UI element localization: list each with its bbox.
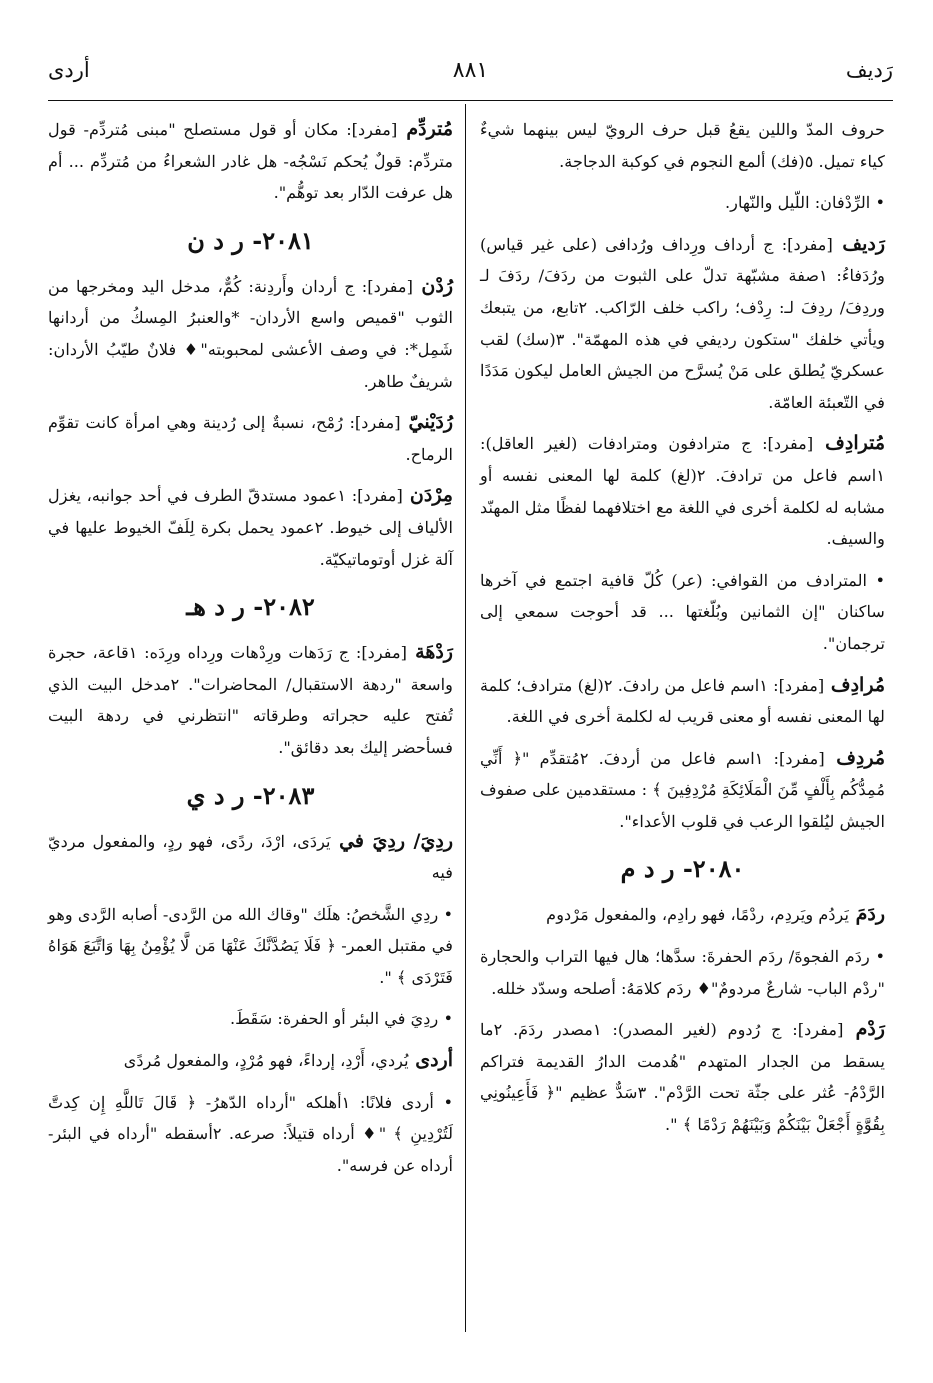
headword: ردَمَ	[848, 903, 885, 926]
entry-subsense	[480, 187, 885, 219]
entry-body: • أردى فلانًا: ١أهلكه "أرداه الدّهرُ- ﴿ قَالَ تَاللَّهِ إِن كِدتَّ لَتُرْدِينِ ﴾ "♦ أرداه قتيلاً: صرعه. ٢أسقطه "أرداه في البئر- أرداه عن فرسه".	[48, 1092, 453, 1175]
entry-body: [مفرد]: ١اسم فاعل من أردفَ. ٢مُتقدِّم "﴿ أَنِّي مُمِدُّكُم بِأَلْفٍ مِّنَ الْمَلَائِكَةِ مُرْدِفِينَ ﴾ : مستقدمين على صفوف الجيش ليُلقوا الرعب في قلوب الأعداء".	[480, 748, 885, 831]
entry	[48, 407, 453, 470]
entry	[48, 1087, 453, 1182]
entry	[480, 428, 885, 554]
entry	[480, 229, 885, 419]
entry-body: • ردَم الفجوةَ/ ردَم الحفرةَ: سدَّها؛ هال فيها التراب والحجارة "ردْم الباب- شارعٌ مردومٌ"♦ ردَم كلامَهُ: أصلحه وسدّد خلله.	[480, 947, 885, 998]
entry-body: [مفرد]: ج أرداف ورِداف ورُدافى (على غير قياس) ورُدَفاءُ: ١صفة مشبّهة تدلّ على الثبوت من ردَفَ/ ردَفَ لـ وردِفَ/ ردِفَ لـ: رِدْف؛ راكب خلف الرّاكب. ٢تابع، من يتبعك ويأتي خلفك "ستكون رديفي في هذه المهمّة". ٣(سك) لقب عسكريّ يُطلق على مَنْ يُسرَّح من الجيش العامل ليكون مَدَدًا في التّعبئة العامّة.	[480, 234, 886, 412]
entry-body: • ردِي الشَّخصُ: هلَك "وقاك الله من الرَّدى- أصابه الرَّدى وهو في مقتبل العمر- ﴿ فَلَا يَصُدَّنَّكَ عَنْهَا مَن لَّا يُؤْمِنُ بِهَا وَاتَّبَعَ هَوَاهُ فَتَرْدَى ﴾ ".	[48, 904, 453, 987]
entry	[48, 1045, 453, 1077]
entry-body: يَردَى، ارْدَ، ردًى، فهو ردٍ، والمفعول مرديّ فيه	[48, 831, 453, 883]
root-heading: ٢٠٨٣- ر د ي	[186, 780, 315, 810]
headword: مُردِف	[824, 746, 886, 769]
header-guide-word-right: رَديف	[845, 58, 893, 82]
column-divider	[465, 104, 466, 1332]
entry-body: • المترادف من القوافي: (عر) كُلّ قافية اجتمع في آخرها ساكنان "إن الثمانين وبُلّغتها ... قد أحوجت سمعي إلى ترجمان".	[480, 570, 885, 653]
entry-body: يُردي، أَرْدِ، إرداءً، فهو مُرْدٍ، والمفعول مُردًى	[123, 1051, 409, 1071]
headword: رَدْم	[843, 1018, 885, 1041]
entry-body: • ردِيَ في البئر أو الحفرة: سَقَطَ.	[230, 1009, 453, 1029]
root-heading: ٢٠٨١- ر د ن	[187, 225, 314, 255]
headword: رُدْن	[412, 274, 453, 297]
header-rule	[48, 100, 893, 101]
entry	[48, 637, 453, 763]
headword: مُرادِف	[824, 673, 885, 696]
header-guide-word-left: أردى	[48, 58, 90, 82]
page-header	[48, 58, 893, 98]
headword: أردى	[408, 1049, 453, 1072]
entry	[48, 899, 453, 994]
entry	[48, 271, 453, 397]
entry	[480, 670, 885, 733]
entry-body: [مفرد]: ١عمود مستدقّ الطرف في أحد جوانبه، يغزل الألياف إلى خيوط. ٢عمود يحمل بكرة لِلَفّ الخيوط عليها في آلة غزل أوتوماتيكيّة.	[48, 486, 453, 569]
entry-intro	[480, 114, 885, 177]
entry	[480, 1014, 885, 1140]
entry	[480, 899, 885, 931]
headword: رَدْهَة	[406, 641, 453, 664]
entry	[48, 826, 453, 889]
headword: ردِيَ/ ردِيَ في	[330, 829, 454, 852]
entry	[480, 743, 885, 838]
headword: رُدَيْنيّ	[400, 411, 453, 434]
entry-body: حروف المدّ واللين يقعُ قبل حرف الرويّ ليس بينهما شيءٌ كياء تميل. ٥(فك) ألمع النجوم في كوكبة الدجاجة.	[480, 120, 885, 171]
entry-body: [مفرد]: ج رَدَهات ورِدْهات ورِداه ورِدَه: ١قاعة، حجرة واسعة "ردهة الاستقبال/ المحاضرات". ٢مدخل البيت الذي تُفتح عليه حجراته وطرقاته "انتظرني في ردهة البيت فسأحضر إليك بعد دقائق".	[48, 643, 453, 757]
right-column	[480, 114, 885, 1151]
headword: مُتردِّم	[397, 118, 454, 140]
entry-body: [مفرد]: مكان أو قول مستصلح "مبنى مُتردِّم- قول متردِّم: قولٌ يُحكم نَسْجُه- هل غادر الشعراءُ من مُتردِّم ... أم هل عرفت الدّار بعد توهُّم".	[48, 120, 453, 203]
entry-body: • الرِّدْفان: اللّيل والنّهار.	[725, 193, 885, 213]
entry	[48, 1003, 453, 1035]
entry	[48, 480, 453, 575]
entry	[480, 565, 885, 660]
entry	[48, 114, 453, 209]
entry-body: [مفرد]: ج مترادفون ومترادفات (لغير العاقل): ١اسم فاعل من ترادفَ. ٢(لغ) كلمة لها المعنى نفسه أو مشابه له لكلمة أخرى في اللغة مع اختلافهما لفظًا مثل المهنّد والسيف.	[480, 434, 886, 549]
entry-body: يَردُم ويَردِم، ردْمًا، فهو رادِم، والمفعول مَرْدوم	[546, 905, 849, 925]
headword: رَديف	[832, 232, 885, 255]
entry-body: [مفرد]: ج أردان وأَردِنة: كُمٌّ، مدخل اليد ومخرجها من الثوب "قميص واسع الأردان- *والعنبرُ المِسكُ من أردانها شَمِل*: في وصف الأعشى لمحبوبته"♦ فلانٌ طيّبُ الأردان: شريفٌ طاهر.	[48, 276, 453, 391]
entry-body: [مفرد]: ١اسم فاعل من رادفَ. ٢(لغ) مترادف؛ كلمة لها المعنى نفسه أو معنى قريب له لكلمة أخرى في اللغة.	[480, 675, 885, 727]
page-number: ٨٨١	[452, 58, 489, 83]
entry-body: [مفرد]: ج رُدوم (لغير المصدر): ١مصدر ردَمَ. ٢ما يسقط من الجدار المتهدم "هُدمت الدارُ القديمة فتراكم الرَّدْمُ- عُثر على جثّة تحت الرَّدْم". ٣سَدٌّ عظيم "﴿ فَأَعِينُونِي بِقُوَّةٍ أَجْعَلْ بَيْنَكُمْ وَبَيْنَهُمْ رَدْمًا ﴾ ".	[480, 1020, 885, 1135]
headword: مُترادِف	[813, 432, 885, 455]
root-heading: ٢٠٨٠- ر د م	[620, 854, 745, 884]
entry-body: [مفرد]: رُمْح، نسبةٌ إلى رُدينة وهي امرأة كانت تقوِّم الرماح.	[48, 413, 453, 464]
entry	[480, 941, 885, 1004]
left-column	[48, 114, 453, 1191]
headword: مِرْدَن	[402, 484, 453, 507]
root-heading: ٢٠٨٢- ر د هـ	[186, 592, 315, 622]
